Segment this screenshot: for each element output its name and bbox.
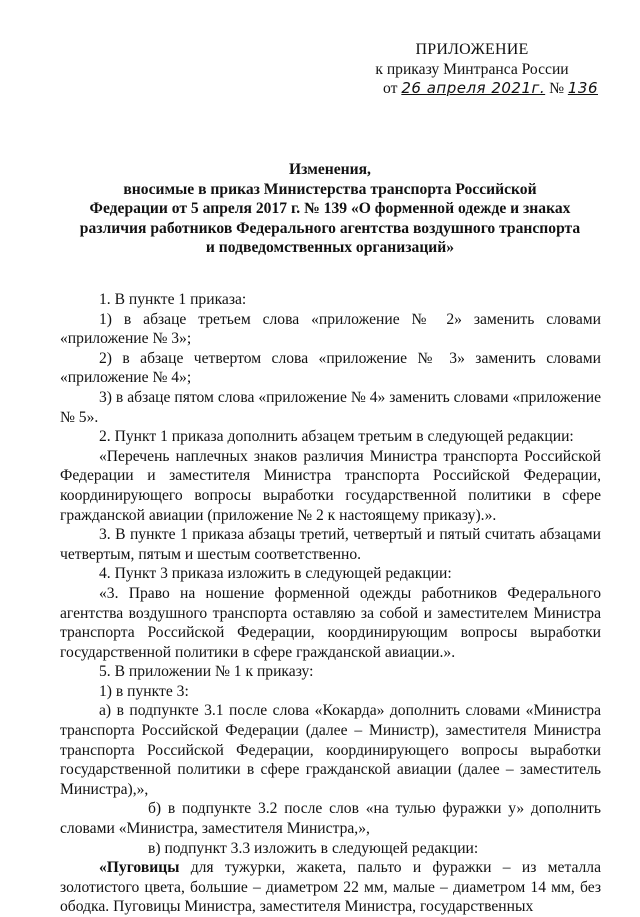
paragraph-1-item-2: 2) в абзаце четвертом слова «приложение № 3» заменить словами «приложение № 4»; [60,349,601,387]
number-prefix: № [549,80,564,98]
paragraph-5-sub-c: в) подпункт 3.3 изложить в следующей редакции: [148,839,479,857]
document-title [60,160,600,258]
paragraph-1-item-3: 3) в абзаце пятом слова «приложение № 4» заменить словами «приложение № 5». [60,388,601,426]
title-line-3: Федерации от 5 апреля 2017 г. № 139 «О форменной одежде и знаках [89,200,571,218]
title-line-4: различия работников Федерального агентства воздушного транспорта [79,219,581,237]
paragraph-2-quote: «Перечень наплечных знаков различия Министра транспорта Российской Федерации и заместителя Министра транспорта Российской Федерации, координирующего вопросы выработки государственной политики в сфере гражданской авиации (приложение № 2 к настоящему приказу).». [60,447,601,524]
title-line-1: Изменения, [289,161,371,178]
paragraph-3: 3. В пункте 1 приказа абзацы третий, четвертый и пятый считать абзацами четвертым, пятым и шестым соответственно. [60,526,601,563]
handwritten-date: 26 апреля 2021г. [401,79,546,98]
appendix-order-reference: к приказу Минтранса России [375,60,569,78]
paragraph-5: 5. В приложении № 1 к приказу: [99,663,314,681]
paragraph-2: 2. Пункт 1 приказа дополнить абзацем третьим в следующей редакции: [99,428,574,446]
paragraph-5-sub-b: б) в подпункте 3.2 после слов «на тулью фуражки у» дополнить словами «Министра, заместителя Министра,», [60,800,601,838]
paragraph-5-item-1: 1) в пункте 3: [99,682,189,700]
date-prefix: от [383,80,398,98]
title-line-2: вносимые в приказ Министерства транспорта Российской [123,180,537,198]
paragraph-1-item-1: 1) в абзаце третьем слова «приложение № 2» заменить словами «приложение № 3»; [60,310,601,348]
paragraph-4: 4. Пункт 3 приказа изложить в следующей редакции: [99,565,452,583]
appendix-date-line [342,79,602,99]
paragraph-1: 1. В пункте 1 приказа: [99,291,247,308]
title-line-5: и подведомственных организаций» [205,239,455,257]
appendix-block [342,40,602,99]
paragraph-5-quote [60,858,601,917]
buttons-description: для тужурки, жакета, пальто и фуражки – из металла золотистого цвета, большие – диаметром 22 мм, малые – диаметром 14 мм, без ободка. Пуговицы Министра, заместителя Министра, государственных [60,859,601,916]
paragraph-4-quote: «3. Право на ношение форменной одежды работников Федерального агентства воздушного транспорта оставляю за собой и заместителем Министра транспорта Российской Федерации, координирующим вопросы выработки государственной политики в сфере гражданской авиации.». [60,584,601,661]
document-body [60,290,601,917]
paragraph-5-sub-a: а) в подпункте 3.1 после слова «Кокарда» дополнить словами «Министра транспорта Российской Федерации (далее – Министр), заместителя Министра транспорта Российской Федерации, координирующего вопросы выработки государственной политики в сфере гражданской авиации (далее – заместитель Министра),», [60,702,601,798]
appendix-heading: ПРИЛОЖЕНИЕ [415,41,529,58]
buttons-term: «Пуговицы [99,859,180,877]
handwritten-number: 136 [567,79,598,98]
